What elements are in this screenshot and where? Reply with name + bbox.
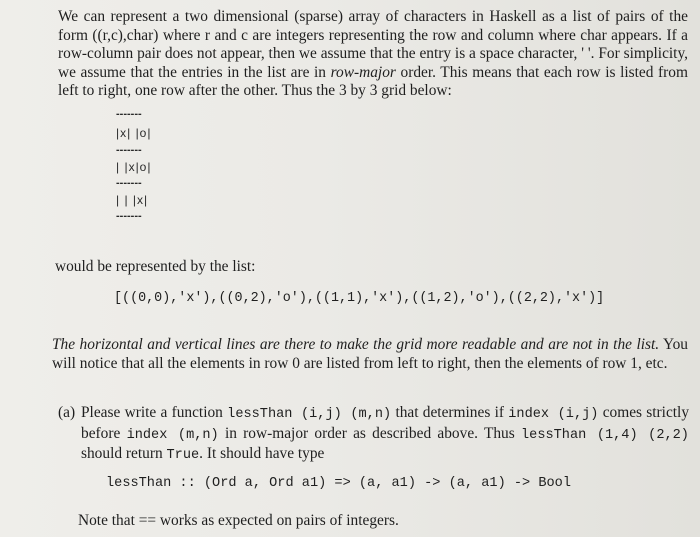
qa-text-6: . It should have type (199, 445, 325, 462)
question-label: (a) (58, 404, 76, 421)
grid-divider: ------- (116, 177, 142, 189)
grid-row-0: |x| |o| (116, 126, 152, 140)
intro-row-major: row-major (330, 63, 396, 81)
qa-example: lessThan (1,4) (2,2) (521, 427, 689, 443)
type-signature: lessThan :: (Ord a, Ord a1) => (a, a1) -> (a, a1) -> Bool (106, 476, 571, 491)
qa-text-3: comes strictly before (81, 404, 690, 442)
qa-text-4: in row-major order as described above. Thus (224, 424, 515, 442)
note-paragraph (52, 336, 688, 373)
list-code: [((0,0),'x'),((0,2),'o'),((1,1),'x'),((1,2),'o'),((2,2),'x')] (114, 291, 605, 306)
qa-true: True (166, 448, 200, 463)
represented-text: would be represented by the list: (55, 258, 256, 275)
intro-paragraph (58, 8, 688, 101)
qa-text-1: Please write a function (81, 404, 223, 421)
grid-row-2: | | |x| (116, 193, 149, 207)
equality-note: Note that == works as expected on pairs of integers. (78, 512, 399, 529)
grid-divider: ------- (116, 144, 142, 156)
qa-index-2: index (m,n) (126, 427, 219, 443)
grid-divider: ------- (116, 210, 142, 222)
question-a-text (81, 404, 689, 466)
grid-divider: ------- (116, 108, 142, 120)
qa-index-1: index (i,j) (508, 407, 599, 422)
qa-function: lessThan (i,j) (m,n) (227, 407, 392, 422)
intro-text: We can represent a two dimensional (sparse) array of characters in Haskell as a list of pairs of the form ((r,c),char) where r and c are integers representing the row and column where char appears. If a row-column pair does not appear, then we assume that the entry is a space character, ' '. For simplicity, we assume that the entries in the list are in (58, 8, 688, 81)
qa-text-2: that determines if (395, 404, 504, 421)
note-italic: The horizontal and vertical lines are there to make the grid more readable and are not in the list. (52, 336, 660, 353)
qa-text-5: should return (81, 445, 163, 462)
grid-row-1: | |x|o| (116, 160, 152, 174)
intro-text-rest: order. This means that each row is listed from left to right, one row after the other. Thus the 3 by 3 grid below: (58, 63, 688, 99)
note-text: You will notice that all the elements in row 0 are listed from left to right, then the elements of row 1, etc. (52, 336, 688, 372)
